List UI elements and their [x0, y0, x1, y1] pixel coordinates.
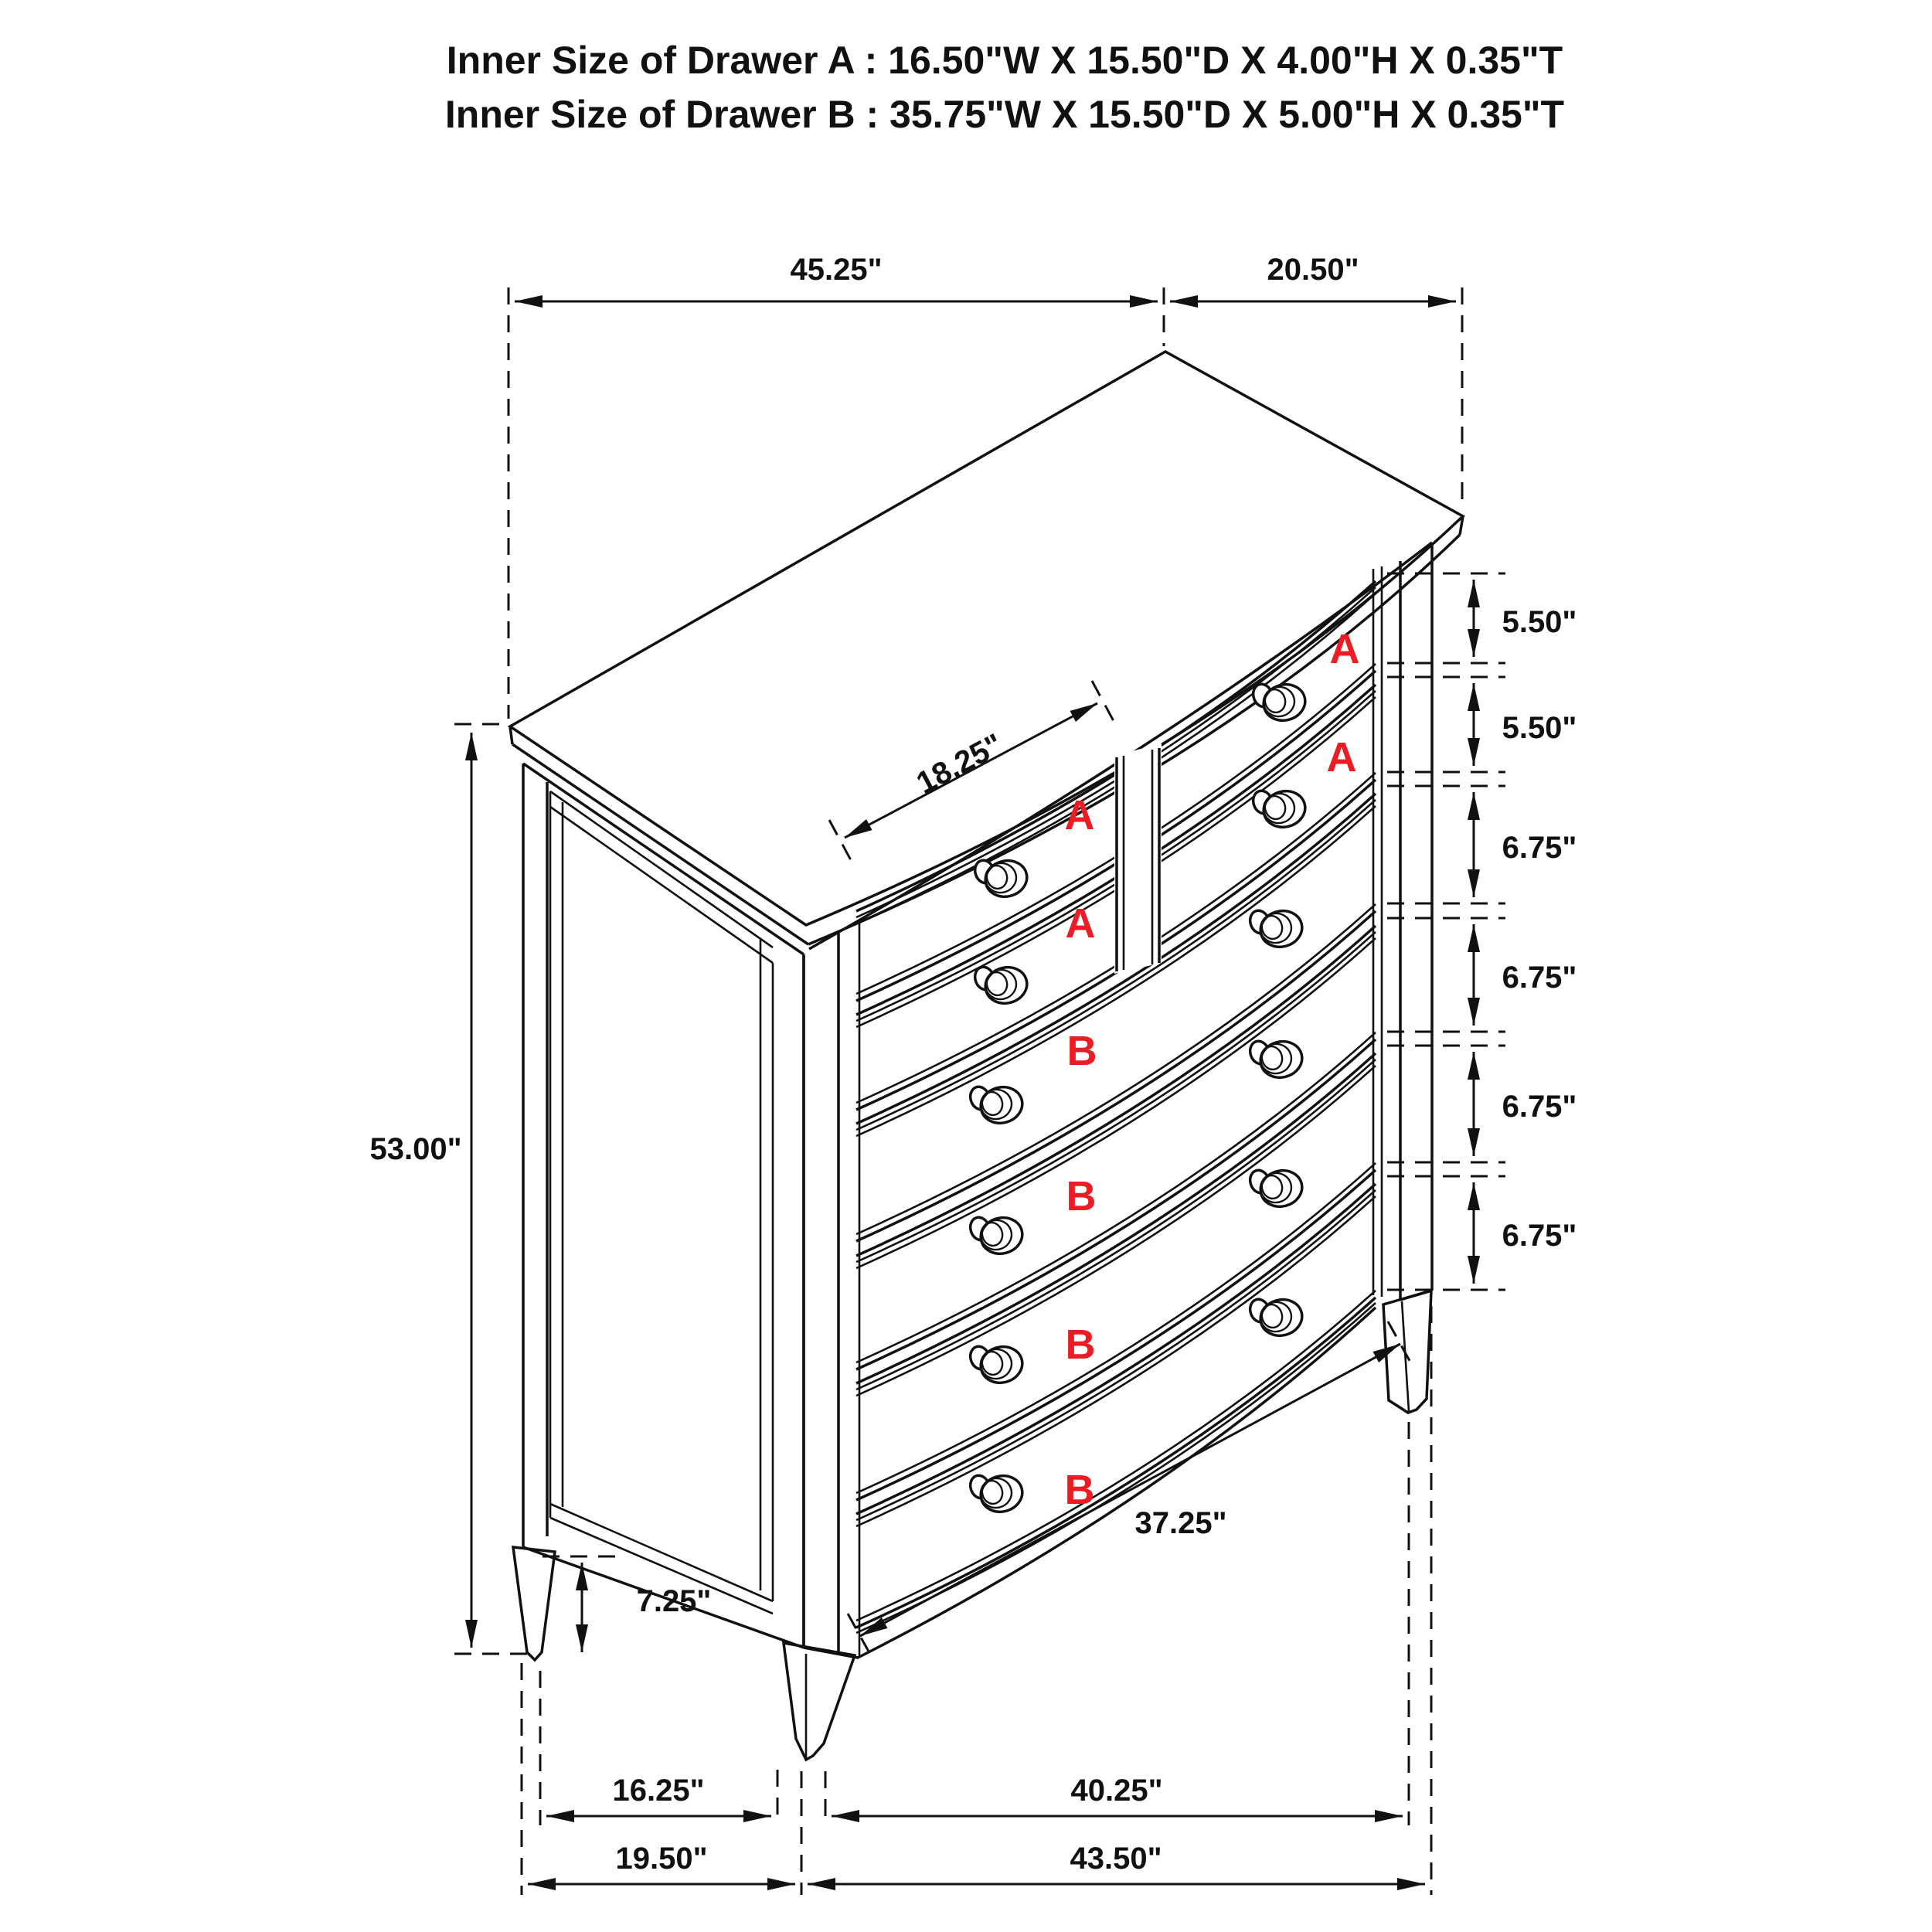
dim-row2-height: 5.50": [1502, 711, 1577, 745]
dim-row5-height: 6.75": [1502, 1090, 1577, 1124]
knob-b4-right: [1247, 1295, 1306, 1340]
knob-a-left-bottom: [972, 963, 1031, 1008]
title-block: [445, 39, 1564, 136]
title-line-2: Inner Size of Drawer B : 35.75"W X 15.50"D X 5.00"H X 0.35"T: [444, 93, 1565, 136]
mid-stile: [1114, 743, 1162, 974]
front-left-leg: [784, 1643, 855, 1760]
label-a-right-top: A: [1329, 626, 1360, 672]
knob-b2-left: [968, 1213, 1026, 1258]
dim-top-depth: 20.50": [1267, 253, 1359, 287]
dim-top-width: 45.25": [790, 253, 883, 287]
label-b-row2: B: [1066, 1173, 1097, 1219]
front-face: [804, 543, 1432, 1658]
dim-drawer-a-width: 18.25": [911, 727, 1009, 801]
label-a-right-bottom: A: [1326, 734, 1357, 781]
dim-leg-height: 7.25": [636, 1584, 712, 1618]
knob-b1-left: [968, 1083, 1026, 1128]
knob-b3-right: [1247, 1166, 1306, 1211]
knob-b3-left: [968, 1342, 1026, 1387]
dim-row4-height: 6.75": [1502, 961, 1577, 995]
knob-a-left-top: [972, 856, 1031, 901]
dim-row3-height: 6.75": [1502, 831, 1577, 865]
dim-row6-height: 6.75": [1502, 1219, 1577, 1253]
knob-b1-right: [1247, 906, 1306, 951]
back-left-leg: [513, 1547, 555, 1660]
dresser-top-slab: [510, 352, 1463, 944]
knob-a-right-top: [1250, 680, 1309, 725]
label-b-row3: B: [1065, 1321, 1096, 1368]
dim-drawer-b-width: 37.25": [1134, 1506, 1227, 1540]
dim-base-front-left: 16.25": [612, 1774, 705, 1808]
dim-total-height: 53.00": [369, 1132, 462, 1166]
knob-a-right-bottom: [1250, 787, 1309, 832]
dim-floor-right: 43.50": [1070, 1842, 1162, 1876]
label-b-row1: B: [1066, 1028, 1097, 1074]
title-line-1: Inner Size of Drawer A : 16.50"W X 15.50"D X 4.00"H X 0.35"T: [446, 39, 1563, 82]
dim-floor-left: 19.50": [615, 1842, 708, 1876]
label-b-row4: B: [1064, 1467, 1095, 1513]
dim-row1-height: 5.50": [1502, 605, 1577, 639]
label-a-left-top: A: [1064, 792, 1095, 838]
knob-b4-left: [968, 1471, 1026, 1516]
dim-base-front-right: 40.25": [1070, 1774, 1163, 1808]
knob-b2-right: [1247, 1037, 1306, 1082]
label-a-left-bottom: A: [1065, 900, 1096, 947]
